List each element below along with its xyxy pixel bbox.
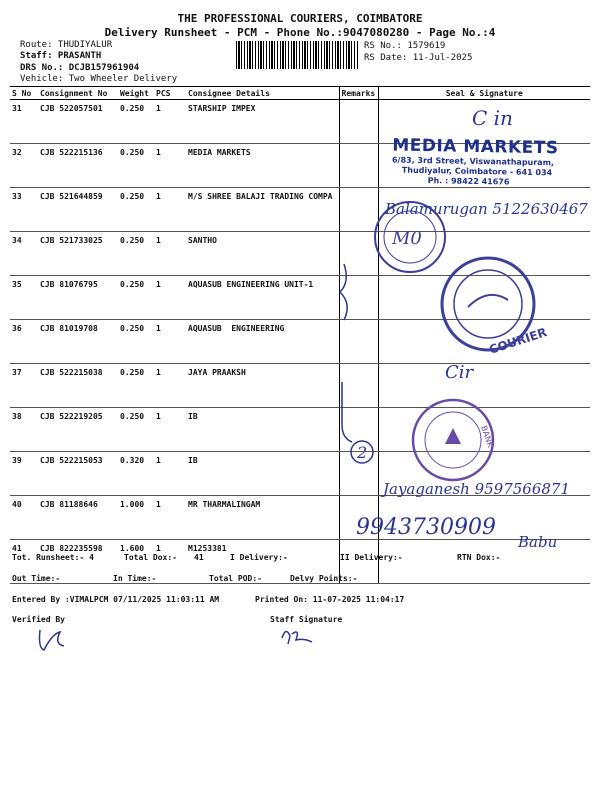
cell-weight: 0.250 (118, 188, 154, 232)
handwritten-cin-31: C in (472, 106, 513, 130)
barcode (236, 41, 358, 69)
handwritten-phone-41: 9943730909 (356, 515, 496, 540)
cell-pcs: 1 (154, 320, 186, 364)
out-time: Out Time:- (12, 574, 61, 583)
cell-sno: 40 (10, 496, 38, 540)
handwritten-sign-41: Babu (518, 533, 558, 551)
col-sno: S No (10, 87, 38, 100)
delvy-points: Delvy Points:- (290, 574, 358, 583)
cell-sno: 41 (10, 540, 38, 584)
brace-stroke-38 (330, 380, 380, 470)
handwritten-name-40: Jayaganesh 9597566871 (383, 480, 571, 498)
cell-sno: 37 (10, 364, 38, 408)
cell-consignment: CJB 522215053 (38, 452, 118, 496)
table-header-row (10, 87, 590, 100)
rs-date: RS Date: 11-Jul-2025 (364, 53, 473, 63)
cell-consignee: SANTHO (186, 232, 339, 276)
cell-consignment: CJB 81188646 (38, 496, 118, 540)
col-consignment: Consignment No (38, 87, 118, 100)
company-title: THE PROFESSIONAL COURIERS, COIMBATORE (177, 12, 423, 25)
handwritten-circle-number: 2 (357, 443, 368, 462)
cell-pcs: 1 (154, 540, 186, 584)
media-markets-stamp (392, 135, 569, 188)
cell-pcs: 1 (154, 144, 186, 188)
cell-consignee: IB (186, 452, 339, 496)
ii-delivery: II Delivery:- (340, 553, 403, 562)
handwritten-cir-37: Cir (445, 362, 474, 383)
col-remarks: Remarks (339, 87, 378, 100)
cell-consignment: CJB 522057501 (38, 100, 118, 144)
cell-sno: 39 (10, 452, 38, 496)
staff-label: Staff: PRASANTH (20, 51, 102, 61)
cell-sno: 36 (10, 320, 38, 364)
cell-weight: 0.320 (118, 452, 154, 496)
courier-seal-text: COURIER (487, 325, 549, 357)
col-consignee: Consignee Details (186, 87, 339, 100)
cell-consignment: CJB 81019708 (38, 320, 118, 364)
cell-pcs: 1 (154, 364, 186, 408)
cell-consignee: STARSHIP IMPEX (186, 100, 339, 144)
cell-pcs: 1 (154, 408, 186, 452)
cell-sno: 38 (10, 408, 38, 452)
cell-consignee: M/S SHREE BALAJI TRADING COMPA (186, 188, 339, 232)
verified-signature (34, 626, 74, 656)
cell-pcs: 1 (154, 188, 186, 232)
total-pod: Total POD:- (209, 574, 262, 583)
stamp-address-2: Thudiyalur, Coimbatore - 641 034 (401, 165, 553, 178)
cell-sno: 34 (10, 232, 38, 276)
stamp-phone: Ph. : 98422 41676 (427, 176, 510, 187)
staff-signature (278, 624, 318, 648)
cell-sno: 31 (10, 100, 38, 144)
cell-consignment: CJB 521644859 (38, 188, 118, 232)
cell-pcs: 1 (154, 100, 186, 144)
cell-consignment: CJB 822235598 (38, 540, 118, 584)
col-weight: Weight (118, 87, 154, 100)
cell-consignment: CJB 522215038 (38, 364, 118, 408)
bank-seal-text: BANK (479, 424, 496, 449)
cell-remarks (339, 100, 378, 144)
stamp-address-1: 6/83, 3rd Street, Viswanathapuram, (391, 155, 555, 168)
cell-remarks (339, 144, 378, 188)
cell-weight: 1.600 (118, 540, 154, 584)
i-delivery: I Delivery:- (230, 553, 288, 562)
cell-weight: 0.250 (118, 320, 154, 364)
total-dox-value: 41 (194, 553, 204, 562)
cell-consignee: MR THARMALINGAM (186, 496, 339, 540)
cell-consignment: CJB 522215136 (38, 144, 118, 188)
cell-pcs: 1 (154, 452, 186, 496)
cell-weight: 0.250 (118, 232, 154, 276)
cell-pcs: 1 (154, 276, 186, 320)
cell-consignee: MEDIA MARKETS (186, 144, 339, 188)
cell-weight: 0.250 (118, 100, 154, 144)
col-seal-signature: Seal & Signature (378, 87, 590, 100)
cell-weight: 0.250 (118, 144, 154, 188)
cell-consignee: JAYA PRAAKSH (186, 364, 339, 408)
route-label: Route: THUDIYALUR (20, 40, 113, 50)
cell-remarks (339, 320, 378, 364)
cell-sno: 32 (10, 144, 38, 188)
cell-consignment: CJB 81076795 (38, 276, 118, 320)
col-pcs: PCS (154, 87, 186, 100)
cell-sno: 35 (10, 276, 38, 320)
table-row (10, 496, 590, 540)
handwritten-name-34: Balamurugan 5122630467 (385, 200, 588, 218)
rtn-dox: RTN Dox:- (457, 553, 501, 562)
svg-text:M0: M0 (392, 228, 422, 249)
verified-by-label: Verified By (12, 615, 65, 624)
printed-on: Printed On: 11-07-2025 11:04:17 (255, 595, 405, 604)
rs-number: RS No.: 1579619 (364, 41, 446, 51)
cell-consignee: AQUASUB ENGINEERING UNIT-1 (186, 276, 339, 320)
total-dox-label: Total Dox:- (124, 553, 177, 562)
drs-number: DRS No.: DCJB157961904 (20, 63, 140, 73)
in-time: In Time:- (113, 574, 157, 583)
cell-pcs: 1 (154, 232, 186, 276)
stamp-title: MEDIA MARKETS (392, 135, 559, 159)
tot-runsheet: Tot. Runsheet:- 4 (12, 553, 94, 562)
brace-stroke (330, 262, 360, 322)
cell-weight: 0.250 (118, 364, 154, 408)
staff-signature-label: Staff Signature (270, 615, 343, 624)
cell-consignee: AQUASUB ENGINEERING (186, 320, 339, 364)
cell-consignment: CJB 522219205 (38, 408, 118, 452)
cell-consignee: M1253381 (186, 540, 339, 584)
vehicle-label: Vehicle: Two Wheeler Delivery (20, 74, 178, 84)
cell-consignment: CJB 521733025 (38, 232, 118, 276)
cell-sno: 33 (10, 188, 38, 232)
cell-weight: 0.250 (118, 408, 154, 452)
cell-consignee: IB (186, 408, 339, 452)
entered-by: Entered By :VIMALPCM 07/11/2025 11:03:11 AM (12, 595, 220, 604)
cell-weight: 1.000 (118, 496, 154, 540)
cell-weight: 0.250 (118, 276, 154, 320)
runsheet-subtitle: Delivery Runsheet - PCM - Phone No.:9047080280 - Page No.:4 (104, 26, 496, 39)
cell-pcs: 1 (154, 496, 186, 540)
